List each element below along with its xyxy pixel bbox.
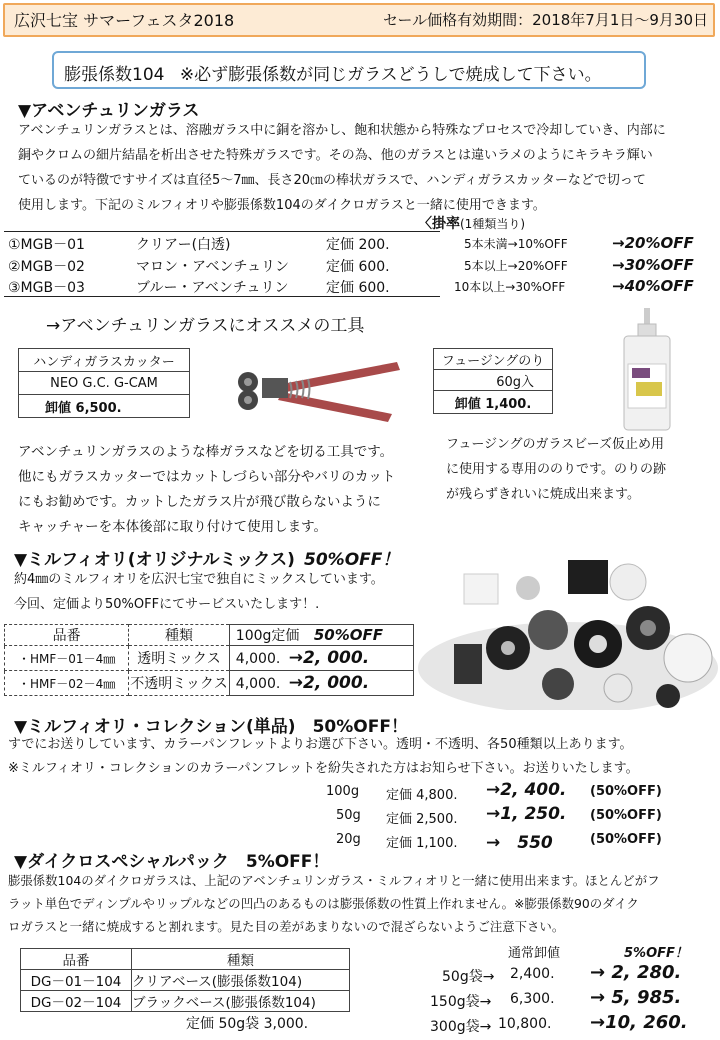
rate-header-note: (1種類当り) (460, 217, 525, 231)
collection-line: ※ミルフィオリ・コレクションのカラーパンフレットを紛失された方はお知らせ下さい。お送りいたします。 (8, 761, 639, 776)
pack-sale: → 5, 985. (590, 987, 682, 1008)
item-type: クリアベース(膨張係数104) (132, 970, 350, 991)
pack-sale: → 2, 280. (590, 962, 682, 983)
millefiori-line: 今回、定価より50%OFFにてサービスいたします！. (14, 597, 320, 612)
row-code: ・HMF－02－4㎜ (5, 671, 129, 696)
product-code: ③MGB－03 (8, 280, 85, 296)
pack-sale: →10, 260. (590, 1012, 688, 1033)
list-price: 定価 1,100. (386, 836, 458, 851)
product-tier: 5本以上→20%OFF (464, 259, 568, 273)
pack-bag: 300g袋→ (430, 1019, 492, 1035)
rate-header (418, 213, 525, 233)
cutter-description (18, 440, 395, 540)
list-price: 定価 4,800. (386, 788, 458, 803)
millefiori-lines (14, 567, 384, 617)
glass-cutter-image (222, 344, 402, 426)
dichro-heading: ▼ダイクロスペシャルパック 5%OFF！ (14, 852, 330, 872)
paragraph-line: ているのが特徴ですサイズは直径5～7㎜、長さ20㎝の棒状ガラスで、ハンディガラスカッターなどで切って (18, 173, 646, 188)
pack-row (420, 1012, 718, 1037)
glue-size: 60g入 (434, 370, 553, 391)
product-row (8, 277, 718, 298)
millefiori-line: 約4㎜のミルフィオリを広沢七宝で独自にミックスしています。 (14, 572, 384, 587)
millefiori-photo (418, 548, 718, 710)
paragraph-line: 銅やクロムの細片結晶を析出させた特殊ガラスです。その為、他のガラスとは違いラメのようにキラキラ輝い (18, 148, 653, 163)
pack-row (420, 962, 718, 987)
row-sale-price: →2, 000. (288, 673, 370, 693)
pack-wholesale: 2,400. (510, 966, 555, 982)
product-row (8, 234, 718, 256)
collection-lines (8, 733, 639, 781)
sale-header: 50%OFF (313, 626, 383, 644)
product-row (8, 256, 718, 277)
product-code: ①MGB－01 (8, 237, 85, 253)
dichro-list-price: 定価 50g袋 3,000. (186, 1016, 309, 1032)
header-title: 広沢七宝 サマーフェスタ2018 (14, 11, 235, 30)
glue-price: 卸値 1,400. (434, 391, 553, 414)
description-line: 他にもガラスカッターではカットしづらい部分やバリのカット (18, 469, 396, 485)
product-code: ②MGB－02 (8, 259, 85, 275)
pack-wholesale: 6,300. (510, 991, 555, 1007)
table-header: 種類 (132, 949, 350, 970)
product-result: →20%OFF (612, 234, 694, 252)
row-list-price: 4,000. (235, 651, 281, 667)
price-header: 100g定価 (235, 628, 300, 644)
divider (4, 296, 440, 297)
weight: 100g (326, 784, 360, 799)
dichro-lines (8, 869, 659, 938)
wholesale-header: 通常卸値 (508, 946, 561, 961)
product-name: ブルー・アベンチュリン (136, 280, 289, 296)
sale-header: 5%OFF！ (624, 946, 688, 961)
cutter-price: 卸値 6,500. (19, 395, 190, 418)
product-price: 定価 600. (326, 259, 390, 275)
notice-text (64, 60, 602, 85)
notice-body: ※必ず膨張係数が同じガラスどうしで焼成して下さい。 (179, 65, 602, 85)
table-header: 品番 (5, 625, 129, 646)
product-result: →30%OFF (612, 256, 694, 274)
weight: 50g (336, 808, 361, 823)
dichro-table (20, 948, 350, 1012)
glue-bottle-image (616, 308, 680, 432)
cutter-model: NEO G.C. G-CAM (19, 372, 190, 395)
row-sale-price: →2, 000. (288, 648, 370, 668)
tools-heading: →アベンチュリンガラスにオススメの工具 (46, 316, 365, 336)
rate-header-label: 〈掛率 (418, 216, 460, 232)
product-name: クリアー(白透) (136, 237, 231, 253)
aventurine-paragraph (18, 118, 718, 218)
weight: 20g (336, 832, 361, 847)
row-code: ・HMF－01－4㎜ (5, 646, 129, 671)
sale-tag: (50%OFF) (590, 832, 662, 847)
item-type: ブラックベース(膨張係数104) (132, 991, 350, 1012)
dichro-line: ロガラスと一緒に焼成すると割れます。見た目の差があまりないので混ざらないようご注意下さい。 (8, 919, 565, 934)
pack-bag: 150g袋→ (430, 994, 492, 1010)
collection-price-row (320, 780, 718, 804)
collection-price-row (320, 804, 718, 828)
header-period: セール価格有効期間：2018年7月1日～9月30日 (383, 11, 708, 29)
description-line: にもお勧めです。カットしたガラス片が飛び散らないように (18, 494, 381, 510)
dichro-line: 膨張係数104のダイクロガラスは、上記のアベンチュリンガラス・ミルフィオリと一緒に使用出来ます。ほとんどがフ (8, 873, 660, 888)
table-row (21, 970, 350, 991)
table-header: 種類 (129, 625, 230, 646)
description-line: に使用する専用ののりです。のりの跡 (446, 462, 666, 477)
row-list-price: 4,000. (235, 676, 281, 692)
sale-price: →1, 250. (486, 804, 567, 824)
pack-row (420, 987, 718, 1012)
product-tier: 5本未満→10%OFF (464, 237, 568, 251)
description-line: キャッチャーを本体後部に取り付けて使用します。 (18, 519, 328, 535)
description-line: が残らずきれいに焼成出来ます。 (446, 487, 640, 502)
product-price: 定価 600. (326, 280, 390, 296)
glue-description (446, 432, 666, 507)
aventurine-product-rows (8, 234, 718, 298)
aventurine-heading: ▼アベンチュリンガラス (18, 101, 200, 121)
cutter-table (18, 348, 190, 418)
sale-tag: (50%OFF) (590, 784, 662, 799)
table-row (5, 646, 414, 671)
table-row (5, 671, 414, 696)
paragraph-line: アベンチュリンガラスとは、溶融ガラス中に銅を溶かし、飽和状態から特殊なプロセスで冷却していき、内部に (18, 123, 666, 138)
item-code: DG－02－104 (21, 991, 132, 1012)
product-tier: 10本以上→30%OFF (454, 280, 566, 294)
sale-price: → 550 (486, 833, 553, 853)
description-line: フュージングのガラスビーズ仮止め用 (446, 437, 664, 452)
row-type: 不透明ミックス (129, 671, 230, 696)
item-code: DG－01－104 (21, 970, 132, 991)
paragraph-line: 使用します。下記のミルフィオリや膨張係数104のダイクロガラスと一緒に使用できます。 (18, 198, 546, 213)
collection-price-row (320, 828, 718, 852)
list-price: 定価 2,500. (386, 812, 458, 827)
dichro-line: ラット単色でディンプルやリップルなどの凹凸のあるものは膨張係数の性質上作れません。※膨張係数90のダイク (8, 896, 639, 911)
pack-wholesale: 10,800. (498, 1016, 552, 1032)
pack-bag: 50g袋→ (442, 969, 495, 985)
sale-price: →2, 400. (486, 780, 567, 800)
row-type: 透明ミックス (129, 646, 230, 671)
description-line: アベンチュリンガラスのような棒ガラスなどを切る工具です。 (18, 444, 394, 460)
row-price (229, 671, 413, 696)
glue-table (433, 348, 553, 414)
product-price: 定価 200. (326, 237, 390, 253)
table-header (229, 625, 413, 646)
product-name: マロン・アベンチュリン (136, 259, 290, 275)
row-price (229, 646, 413, 671)
table-row (21, 991, 350, 1012)
sale-tag: (50%OFF) (590, 808, 662, 823)
cutter-name: ハンディガラスカッター (19, 349, 190, 372)
glue-name: フュージングのり (434, 349, 553, 370)
millefiori-heading-text: ▼ミルフィオリ(オリジナルミックス) (14, 550, 295, 570)
millefiori-table (4, 624, 414, 696)
product-result: →40%OFF (612, 277, 694, 295)
dichro-packs (420, 962, 718, 1037)
table-header: 品番 (21, 949, 132, 970)
collection-prices (320, 780, 718, 852)
millefiori-sale-label: 50%OFF！ (304, 550, 400, 570)
divider (4, 231, 440, 232)
notice-label: 膨張係数104 (64, 65, 165, 85)
collection-heading: ▼ミルフィオリ・コレクション(単品) 50%OFF！ (14, 717, 408, 737)
collection-line: すでにお送りしています、カラーパンフレットよりお選び下さい。透明・不透明、各50種類以上あります。 (8, 737, 633, 752)
